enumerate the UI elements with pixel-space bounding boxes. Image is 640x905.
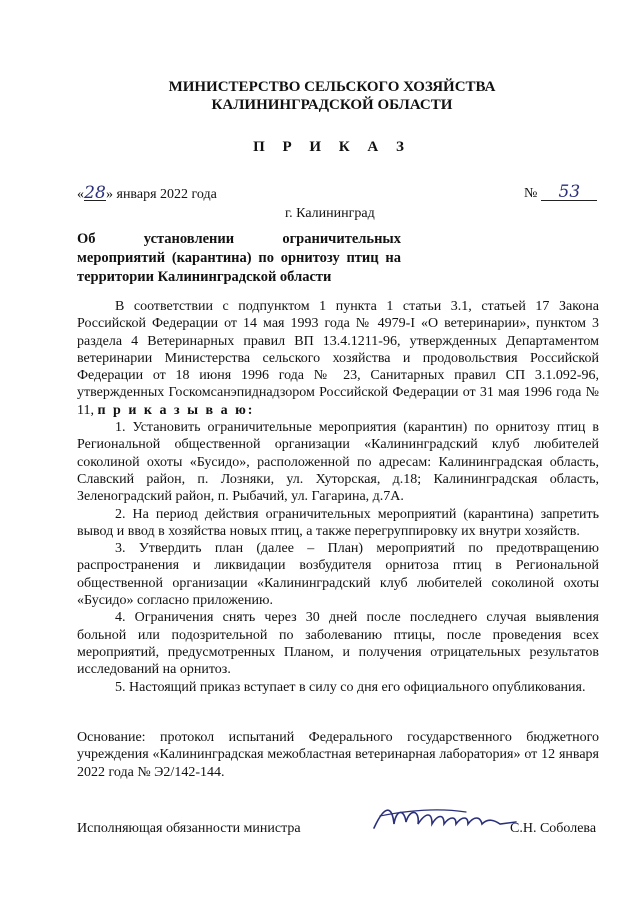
date-rest: » января 2022 года [106,187,217,202]
order-item-5: 5. Настоящий приказ вступает в силу со дня его официального опубликования. [115,679,586,695]
ministry-title-line1: МИНИСТЕРСТВО СЕЛЬСКОГО ХОЗЯЙСТВА [168,79,496,95]
number-label: № [524,186,538,201]
order-number [524,184,597,202]
city: г. Калининград [285,206,375,221]
handwritten-signature [370,798,520,838]
preamble-paragraph [77,298,599,419]
date-open-quote: « [77,187,84,202]
signatory-name: С.Н. Соболева [510,821,597,836]
order-item-2: 2. На период действия ограничительных мероприятий (карантина) запретить вывод и ввод в хозяйства новых птиц, а также перегруппировку их внутри хозяйств. [77,506,599,539]
order-item-4: 4. Ограничения снять через 30 дней после последнего случая выявления больной или подозрительной по заболеванию птицы, после проведения всех мероприятий, предусмотренных Планом, и получения отрицательных результатов исследований на орнитоз. [77,610,599,678]
basis-paragraph: Основание: протокол испытаний Федерального государственного бюджетного учреждения «Калининградская межобластная ветеринарная лаборатория» от 12 января 2022 года № Э2/142-144. [77,730,599,780]
order-word: п р и к а з ы в а ю: [97,402,255,418]
order-item-3: 3. Утвердить план (далее – План) мероприятий по предотвращению распространения и ликвидации возбудителя орнитоза птиц в Региональной общественной организации «Калининградский клуб любителей соколиной охоты «Бусидо» согласно приложению. [77,541,599,609]
date-day-handwritten: 28 [84,183,106,203]
document-type: П Р И К А З [253,139,411,155]
subject-line-1: Об установлении ограничительных [77,231,401,247]
order-date [77,183,217,203]
preamble-text: В соответствии с подпунктом 1 пункта 1 статьи 3.1, статьей 17 Закона Российской Федерации от 14 мая 1993 года № 4979-I «О ветеринарии», пунктом 3 раздела 4 Ветеринарных правил ВП 13.4.1211-96, утвержденных Департаментом ветеринарии Министерства сельского хозяйства и продовольствия Российской Федерации от 18 июня 1996 года № 23, Санитарных правил СП 3.1.092-96, утвержденных Госкомсанэпиднадзором Российской Федерации от 31 мая 1996 года № 11, [77,299,599,418]
number-value-handwritten: 53 [541,184,597,201]
subject-line-2: мероприятий (карантина) по орнитозу птиц на [77,250,401,266]
ministry-title-line2: КАЛИНИНГРАДСКОЙ ОБЛАСТИ [211,97,453,113]
signatory-role: Исполняющая обязанности министра [77,821,301,836]
subject-line-3: территории Калининградской области [77,269,332,285]
order-subject [77,230,401,287]
order-item-1: 1. Установить ограничительные мероприятия (карантин) по орнитозу птиц в Региональной общественной организации «Калининградский клуб любителей соколиной охоты «Бусидо», расположенной по адресам: Калининградская область, Славский район, п. Лозняки, ул. Хуторская, д.18; Калининградская область, Зеленоградский район, п. Рыбачий, ул. Гагарина, д.7А. [77,420,599,505]
order-body [77,298,599,696]
